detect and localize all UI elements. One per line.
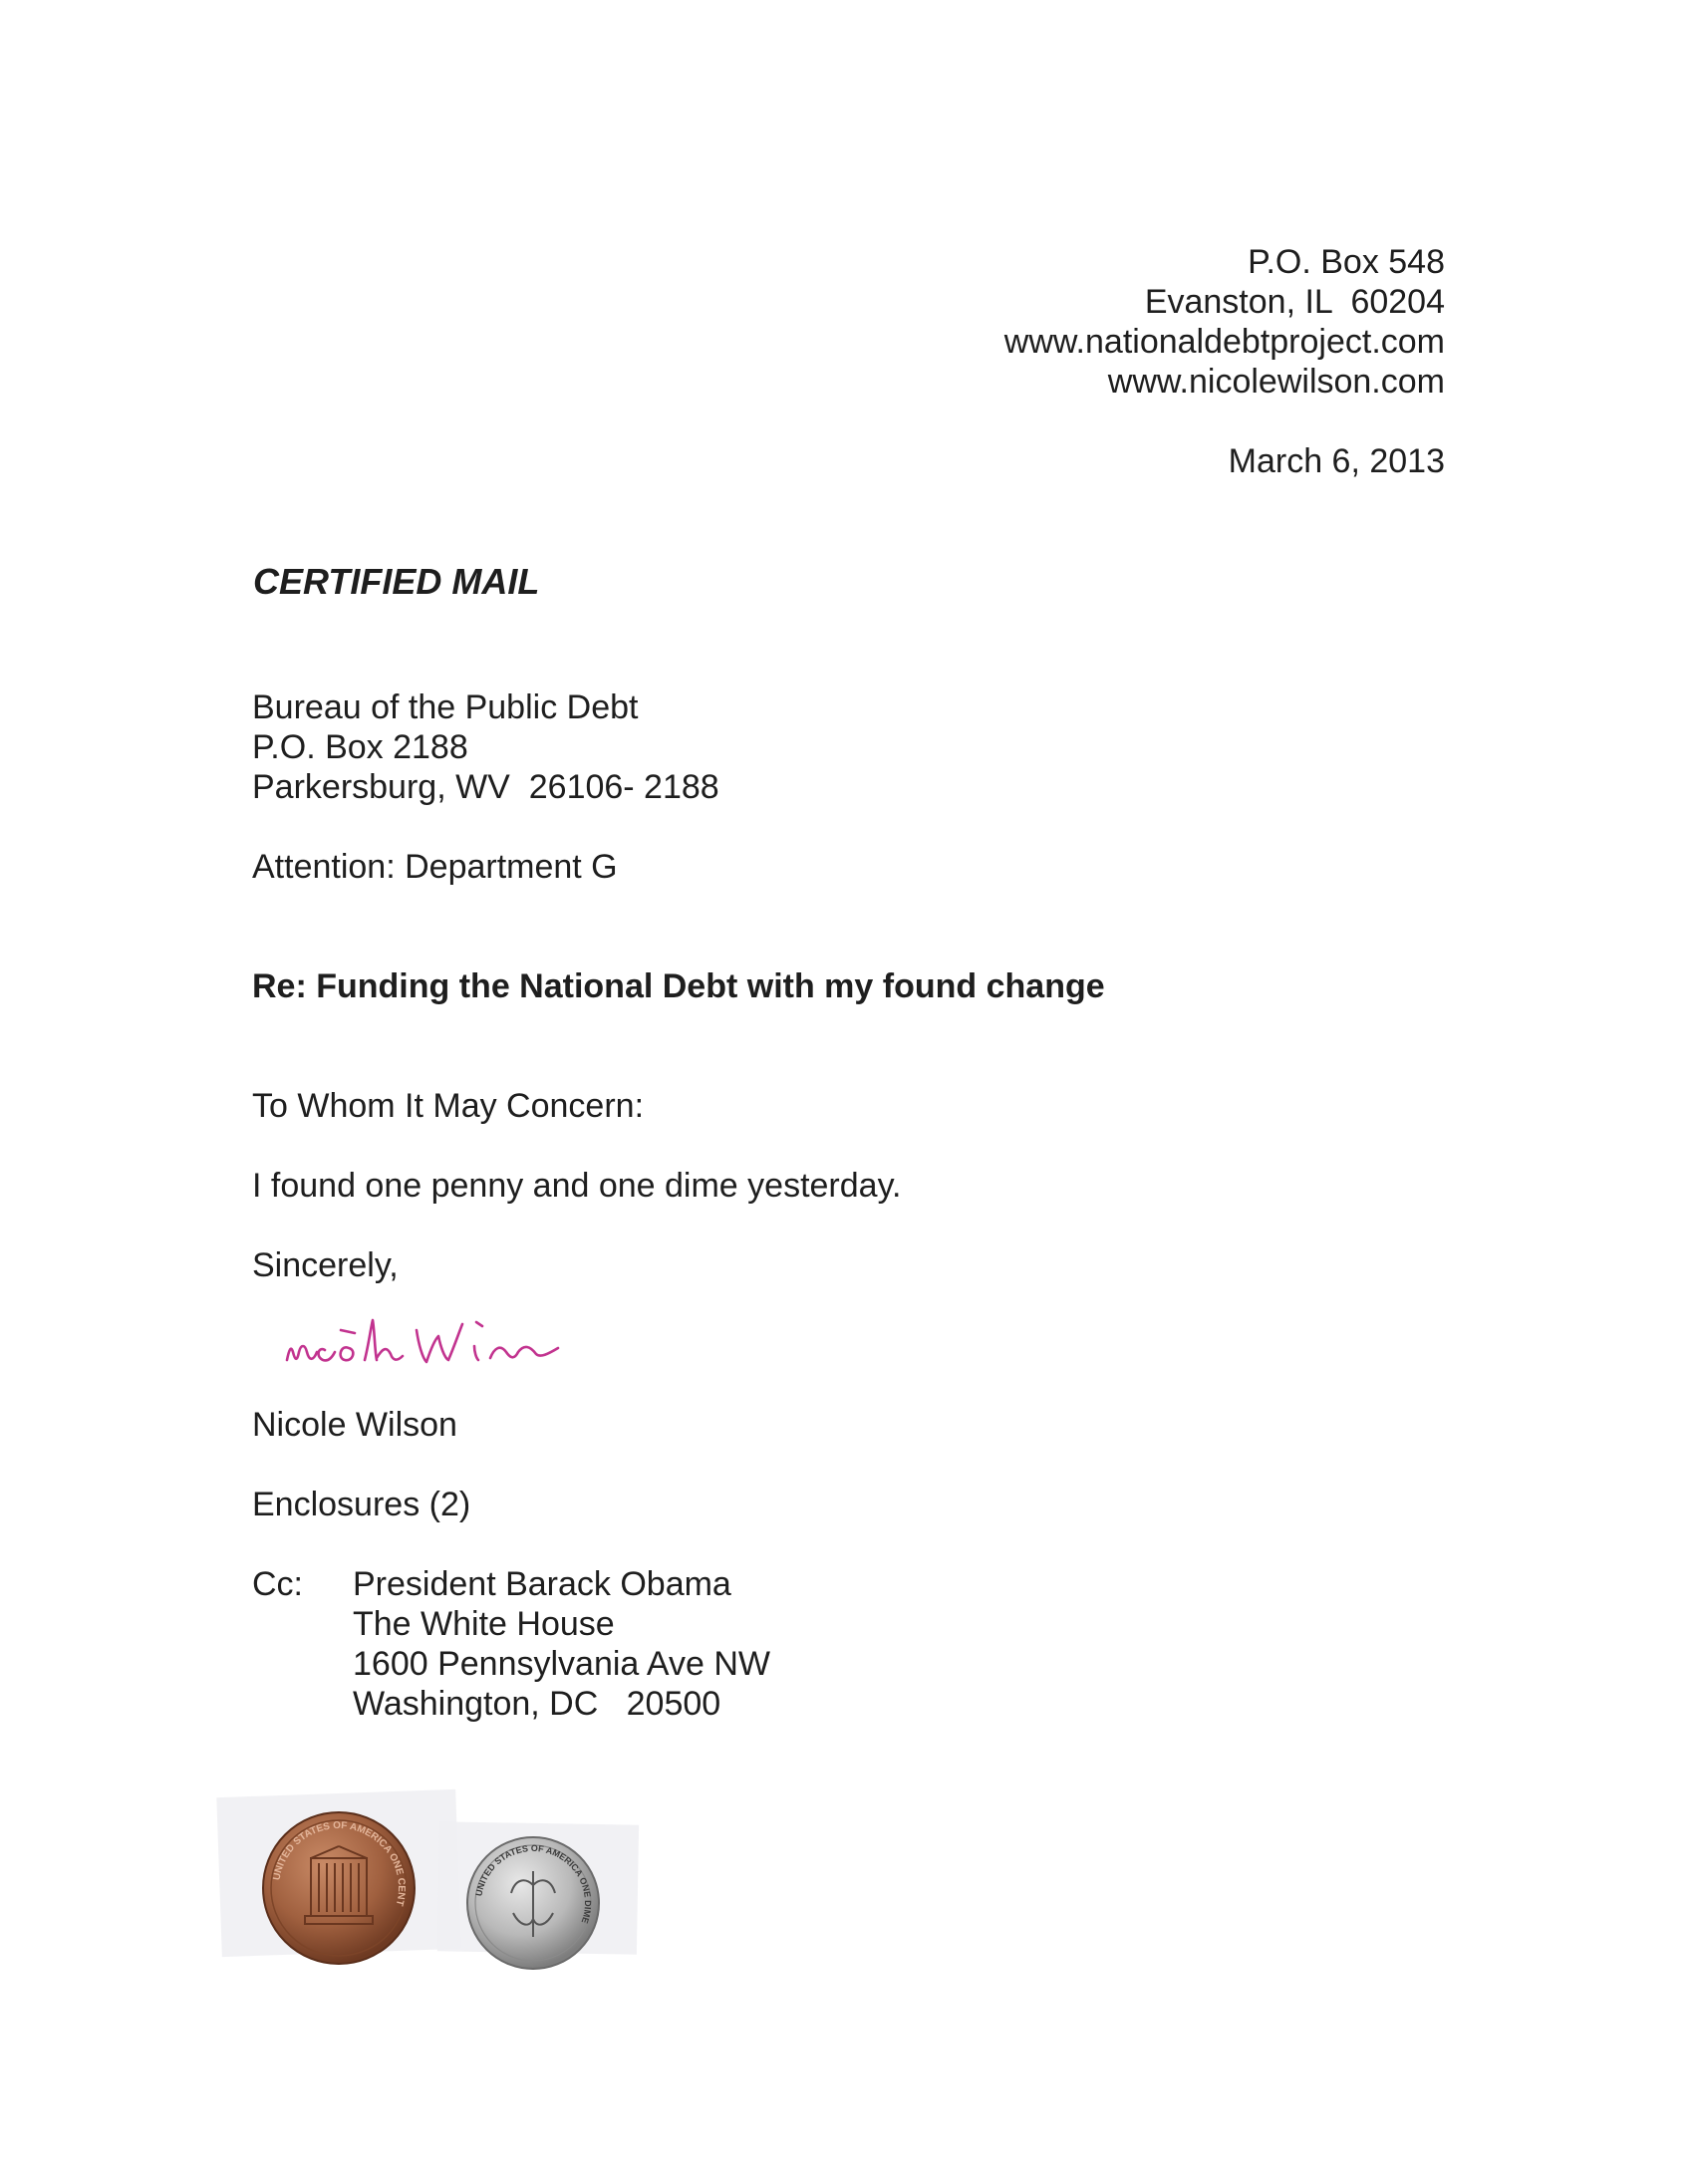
handwritten-signature <box>279 1300 698 1380</box>
cc-organization: The White House <box>353 1605 615 1643</box>
closing: Sincerely, <box>252 1246 399 1284</box>
signer-name: Nicole Wilson <box>252 1406 457 1444</box>
return-address <box>1004 242 1445 402</box>
dime-coin <box>463 1833 603 1973</box>
website-link-2[interactable]: www.nicolewilson.com <box>1107 363 1445 401</box>
attention-line: Attention: Department G <box>252 848 618 886</box>
recipient-city: Parkersburg, WV 26106- 2188 <box>252 768 719 806</box>
cc-label: Cc: <box>252 1565 303 1603</box>
penny-coin <box>259 1808 419 1968</box>
letter-date: March 6, 2013 <box>1228 442 1445 480</box>
cc-address <box>353 1564 770 1724</box>
body-paragraph: I found one penny and one dime yesterday. <box>252 1167 902 1205</box>
cc-recipient: President Barack Obama <box>353 1565 731 1603</box>
dime-inscription: UNITED STATES OF AMERICA ONE DIME <box>473 1842 594 1925</box>
penny-inscription: UNITED STATES OF AMERICA ONE CENT <box>271 1819 408 1907</box>
salutation: To Whom It May Concern: <box>252 1087 645 1125</box>
certified-mail-heading: CERTIFIED MAIL <box>253 561 540 602</box>
cc-city: Washington, DC 20500 <box>353 1685 721 1723</box>
enclosed-coins <box>219 1754 668 2003</box>
enclosures-note: Enclosures (2) <box>252 1486 471 1523</box>
website-link-1[interactable]: www.nationaldebtproject.com <box>1003 323 1445 361</box>
return-city: Evanston, IL 60204 <box>1144 283 1445 321</box>
subject-line: Re: Funding the National Debt with my found change <box>252 967 1105 1005</box>
return-po-box: P.O. Box 548 <box>1248 243 1445 281</box>
recipient-name: Bureau of the Public Debt <box>252 688 639 726</box>
recipient-po-box: P.O. Box 2188 <box>252 728 468 766</box>
cc-street: 1600 Pennsylvania Ave NW <box>353 1645 770 1683</box>
recipient-address <box>252 687 719 807</box>
